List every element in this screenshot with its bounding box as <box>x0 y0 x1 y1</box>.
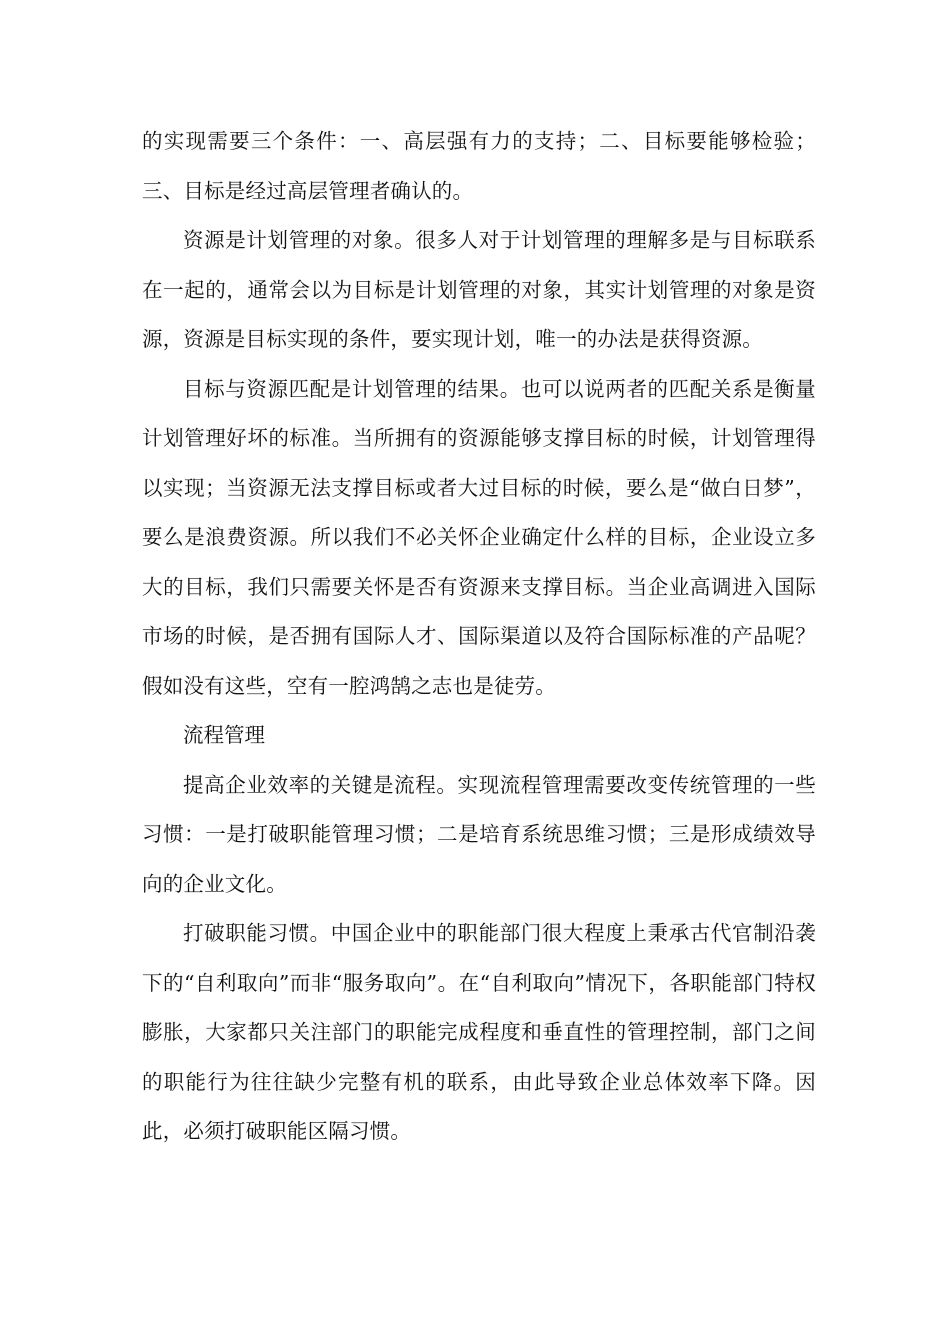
paragraph-matching: 目标与资源匹配是计划管理的结果。也可以说两者的匹配关系是衡量计划管理好坏的标准。当所拥有的资源能够支撑目标的时候，计划管理得以实现；当资源无法支撑目标或者大过目标的时候，要么是“做白日梦”，要么是浪费资源。所以我们不必关怀企业确定什么样的目标，企业设立多大的目标，我们只需要关怀是否有资源来支撑目标。当企业高调进入国际市场的时候，是否拥有国际人才、国际渠道以及符合国际标准的产品呢？假如没有这些，空有一腔鸿鹄之志也是徒劳。 <box>142 376 816 698</box>
paragraph-break-functions: 打破职能习惯。中国企业中的职能部门很大程度上秉承古代官制沿袭下的“自利取向”而非“服务取向”。在“自利取向”情况下，各职能部门特权膨胀，大家都只关注部门的职能完成程度和垂直性的管理控制，部门之间的职能行为往往缺少完整有机的联系，由此导致企业总体效率下降。因此，必须打破职能区隔习惯。 <box>142 921 816 1143</box>
paragraph-continuation: 的实现需要三个条件：一、高层强有力的支持；二、目标要能够检验；三、目标是经过高层管理者确认的。 <box>142 129 816 203</box>
paragraph-process-efficiency: 提高企业效率的关键是流程。实现流程管理需要改变传统管理的一些习惯：一是打破职能管理习惯；二是培育系统思维习惯；三是形成绩效导向的企业文化。 <box>142 772 816 896</box>
section-heading: 流程管理 <box>183 723 265 747</box>
body-text <box>142 117 816 1157</box>
paragraph-resources: 资源是计划管理的对象。很多人对于计划管理的理解多是与目标联系在一起的，通常会以为目标是计划管理的对象，其实计划管理的对象是资源，资源是目标实现的条件，要实现计划，唯一的办法是获得资源。 <box>142 228 816 351</box>
